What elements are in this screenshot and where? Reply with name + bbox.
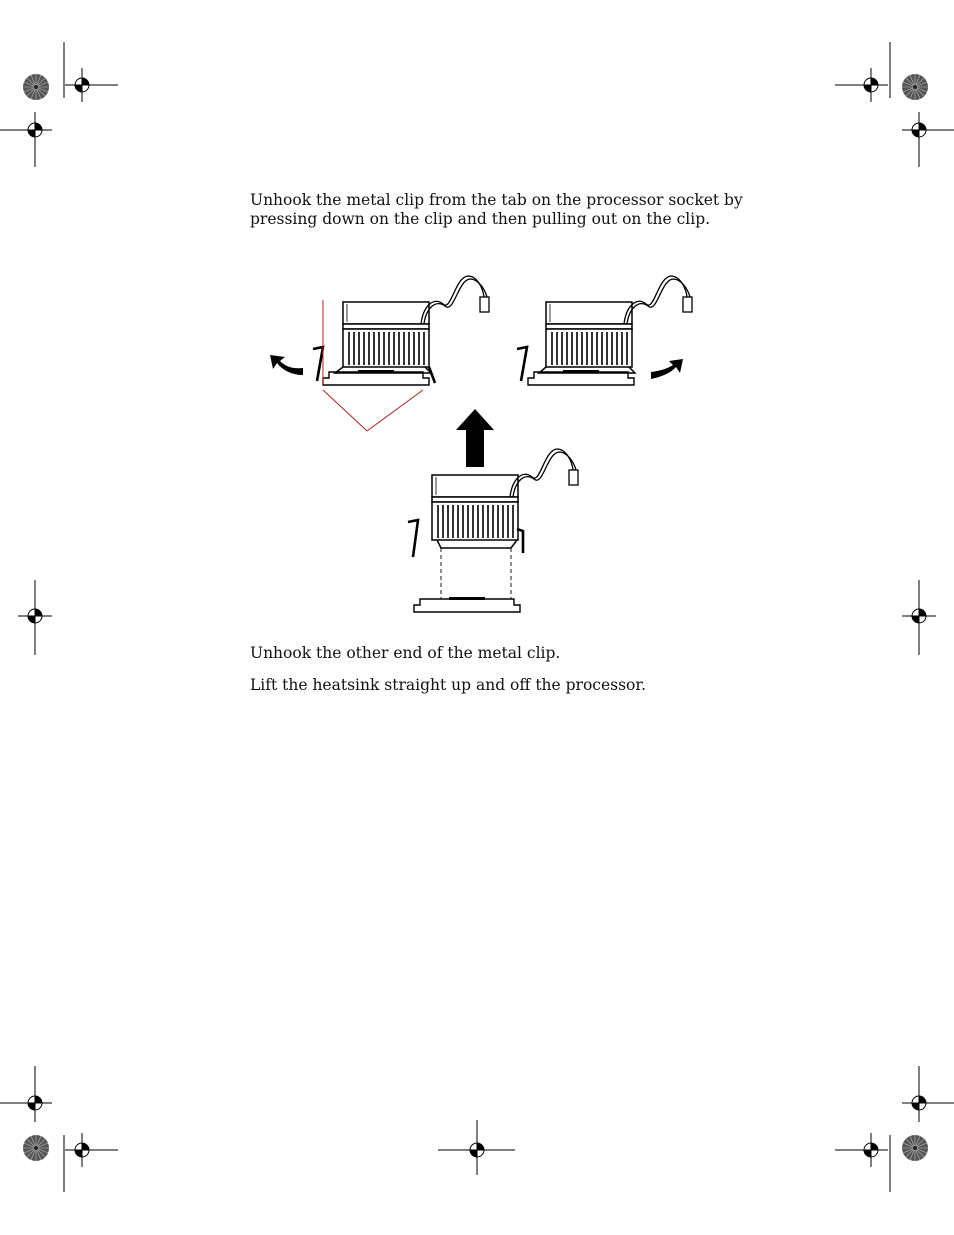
instruction-lift-heatsink: Lift the heatsink straight up and off the processor. bbox=[250, 676, 647, 694]
heatsink-removal-illustration bbox=[255, 245, 715, 625]
instruction-unhook-clip: Unhook the metal clip from the tab on the processor socket by pressing down on the clip and then pulling out on the clip. bbox=[250, 191, 743, 228]
instruction-unhook-other-end: Unhook the other end of the metal clip. bbox=[250, 644, 561, 662]
